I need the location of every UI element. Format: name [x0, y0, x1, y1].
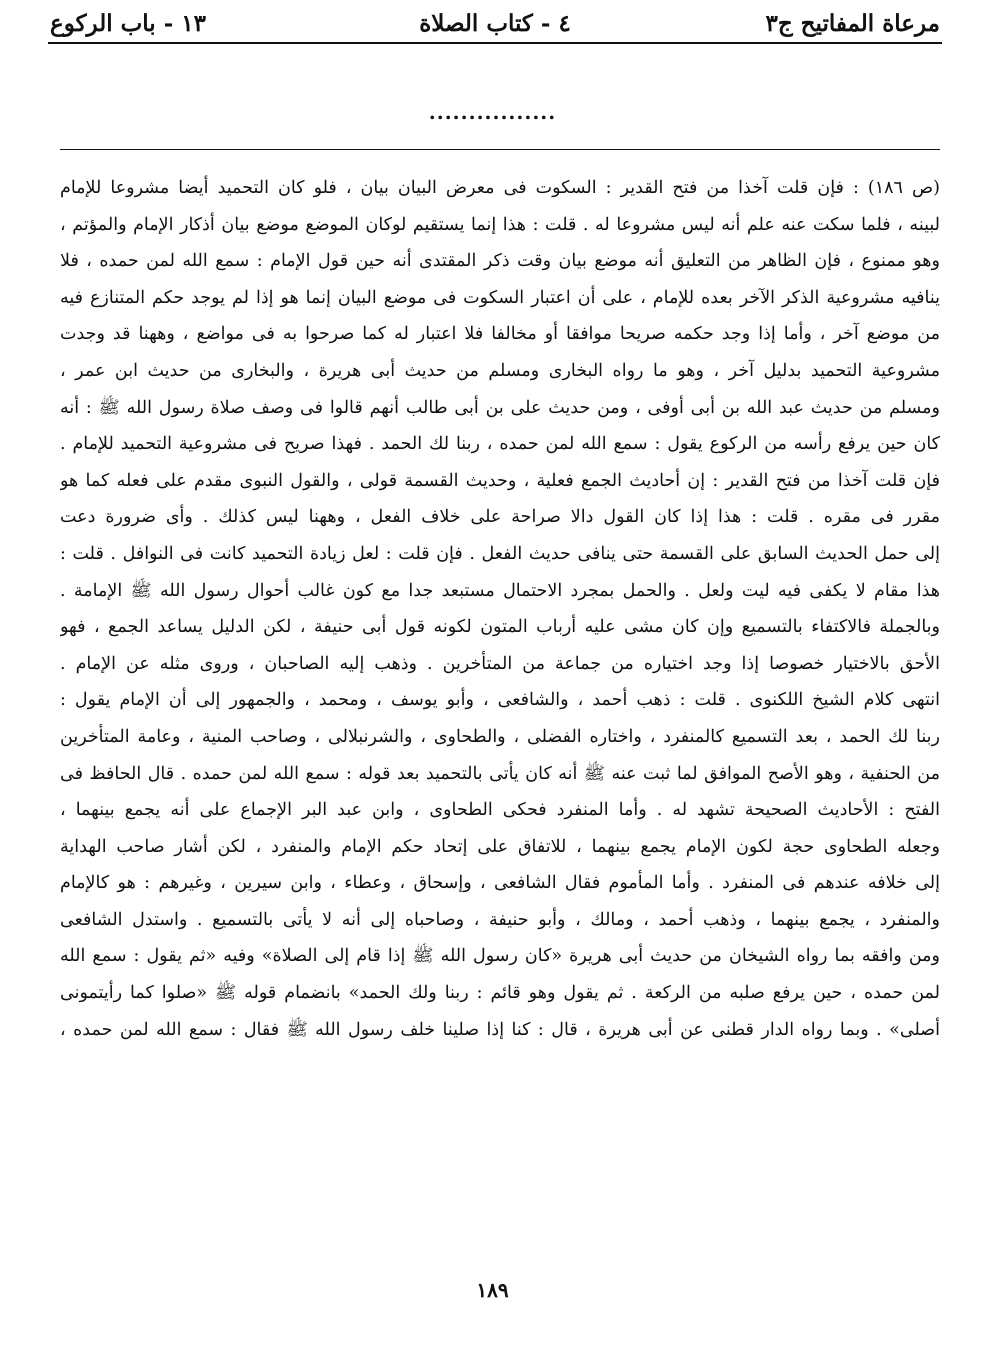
header-book-title: مرعاة المفاتيح ج٣ — [765, 10, 940, 37]
ellipsis-separator: ................ — [428, 100, 557, 124]
text-line: لمن حمده ، حين يرفع صلبه من الركعة . ثم يقول وهو قائم : ربنا ولك الحمد» بانضمام قوله ﷺ «صلوا كما رأيتمونى — [60, 983, 940, 1004]
text-line: مقرر فى مقره . قلت : هذا إذا كان القول دالا صراحة على خلاف الفعل ، وههنا ليس كذلك . وأى ضرورة دعت — [60, 507, 940, 528]
text-line: الأحق بالاختيار خصوصا إذا وجد اختياره من جماعة من المتأخرين . وذهب إليه الصاحبان ، وروى مثله عن الإمام . — [60, 653, 940, 674]
text-line: انتهى كلام الشيخ اللكنوى . قلت : ذهب أحمد ، والشافعى ، وأبو يوسف ، ومحمد ، والجمهور إلى أن الإمام يقول : — [60, 690, 940, 711]
text-line: هذا مقام لا يكفى فيه ليت ولعل . والحمل بمجرد الاحتمال مستبعد جدا مع كون غالب أحوال رسول الله ﷺ الإمامة . — [60, 580, 940, 601]
header-section-title: ١٣ - باب الركوع — [50, 10, 206, 37]
text-line: الفتح : الأحاديث الصحيحة تشهد له . وأما المنفرد فحكى الطحاوى ، وابن عبد البر الإجماع على أنه يجمع بينهما ، — [60, 800, 940, 821]
text-line: ومسلم من حديث عبد الله بن أبى أوفى ، ومن حديث على بن أبى طالب أنهم قالوا فى وصف صلاة رسول الله ﷺ : أنه — [60, 397, 940, 418]
text-line: إلى حمل الحديث السابق على القسمة حتى ينافى حديث الفعل . فإن قلت : لعل زيادة التحميد كانت فى النوافل . قلت : — [60, 543, 940, 564]
text-line: ينافيه مشروعية الذكر الآخر بعده للإمام ، على أن اعتبار السكوت فى موضع البيان إنما هو إذا لم يوجد حكم المتنازع فيه — [60, 287, 940, 308]
footnote-separator-rule — [60, 149, 940, 150]
header-rule — [48, 42, 942, 44]
text-line: أصلى» . وبما رواه الدار قطنى عن أبى هريرة ، قال : كنا إذا صلينا خلف رسول الله ﷺ فقال : سمع الله لمن حمده ، — [60, 1019, 940, 1040]
text-line: (ص ١٨٦) : فإن قلت آخذا من فتح القدير : السكوت فى معرض البيان بيان ، فلو كان التحميد أيضا مشروعا للإمام — [60, 178, 940, 198]
text-line: ومن وافقه بما رواه الشيخان من حديث أبى هريرة «كان رسول الله ﷺ إذا قام إلى الصلاة» وفيه «ثم يقول : سمع الله — [60, 946, 940, 967]
header-chapter-title: ٤ - كتاب الصلاة — [419, 10, 571, 37]
text-line: وبالجملة فالاكتفاء بالتسميع وإن كان مشى عليه أرباب المتون لكونه قول أبى حنيفة ، لكن الدليل يساعد الجمع ، فهو — [60, 617, 940, 638]
text-line: وجعله الطحاوى حجة لكون الإمام يجمع بينهما ، للاتفاق على إتحاد حكم الإمام والمنفرد ، لكن أشار صاحب الهداية — [60, 836, 940, 857]
text-line: ربنا لك الحمد ، بعد التسميع كالمنفرد ، واختاره الفضلى ، والطحاوى ، والشرنبلالى ، وصاحب المنية ، وعامة المتأخرين — [60, 726, 940, 747]
text-line: من موضع آخر ، وأما إذا وجد حكمه صريحا موافقا أو مخالفا فلا اعتبار له كما صرحوا به فى مواضع ، وههنا قد وجدت — [60, 324, 940, 345]
running-header — [50, 6, 940, 42]
page-number: ١٨٩ — [476, 1278, 509, 1302]
text-line: فإن قلت آخذا من فتح القدير : إن أحاديث الجمع فعلية ، وحديث القسمة قولى ، والقول النبوى مقدم على فعله كما هو — [60, 470, 940, 491]
commentary-text — [60, 170, 940, 1048]
text-line: إلى خلافه عندهم فى المنفرد . وأما المأموم فقال الشافعى ، وإسحاق ، وعطاء ، وابن سيرين ، وغيرهم : هو كالإمام — [60, 873, 940, 894]
text-line: من الحنفية ، وهو الأصح الموافق لما ثبت عنه ﷺ أنه كان يأتى بالتحميد بعد قوله : سمع الله لمن حمده . قال الحافظ فى — [60, 763, 940, 784]
text-line: كان حين يرفع رأسه من الركوع يقول : سمع الله لمن حمده ، ربنا لك الحمد . فهذا صريح فى مشروعية التحميد للإمام . — [60, 434, 940, 455]
text-line: والمنفرد ، يجمع بينهما ، وذهب أحمد ، ومالك ، وأبو حنيفة ، وصاحباه إلى أنه لا يأتى بالتسميع . واستدل الشافعى — [60, 909, 940, 930]
text-line: لبينه ، فلما سكت عنه علم أنه ليس مشروعا له . قلت : هذا إنما يستقيم لوكان الموضع موضع بيان أذكار الإمام والمؤتم ، — [60, 214, 940, 235]
text-line: مشروعية التحميد بدليل آخر ، وهو ما رواه البخارى ومسلم من حديث أبى هريرة ، والبخارى من حديث ابن عمر ، — [60, 360, 940, 381]
text-line: وهو ممنوع ، فإن الظاهر من التعليق أنه موضع بيان وقت ذكر المقتدى أنه حين قول الإمام : سمع الله لمن حمده ، فلا — [60, 251, 940, 272]
